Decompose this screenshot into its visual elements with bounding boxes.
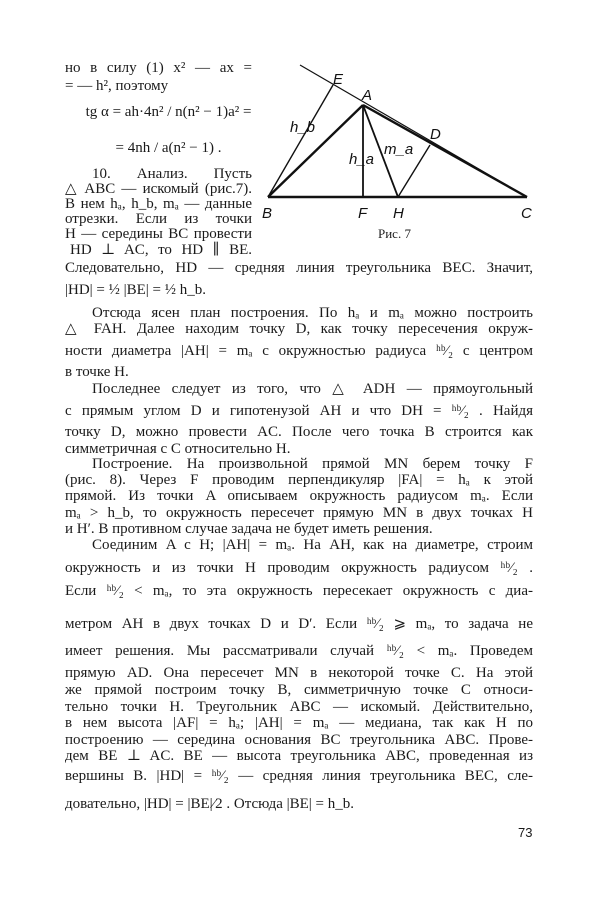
problem-10-heading: 10. Анализ. Пусть	[92, 166, 252, 182]
text-line: метром AH в двух точках D и D′. Если ʰᵇ⁄₂ ⩾ mₐ, то задача не	[65, 616, 533, 632]
text-line: ности диаметра |AH| = mₐ с окружностью радиуса ʰᵇ⁄₂ с центром	[65, 343, 533, 359]
text-line: = — h², поэтому	[65, 78, 169, 94]
text-line: Построение. На произвольной прямой MN берем точку F	[92, 456, 533, 472]
text-line: симметричная с C относительно H.	[65, 441, 291, 457]
page-number: 73	[518, 825, 533, 840]
text-line: но в силу (1) x² — ax =	[65, 60, 252, 76]
text-line: довательно, |HD| = |BE|⁄2 . Отсюда |BE| = h_b.	[65, 796, 355, 812]
text-line: отрезки. Если из точки	[65, 211, 252, 227]
label-f: F	[358, 205, 368, 222]
text-line: △ FAH. Далее находим точку D, как точку пересечения окруж-	[65, 321, 533, 337]
text-line: тельно точки H. Треугольник ABC — искомый. Действительно,	[65, 699, 533, 715]
text-line: точку D, можно провести AC. После чего точка B строится как	[65, 424, 533, 440]
text-line: △ ABC — искомый (рис.7).	[65, 181, 252, 197]
text-line: окружность и из точки H проводим окружность радиусом ʰᵇ⁄₂ .	[65, 560, 533, 576]
formula-tg: tg α = ah·4n² / n(n² − 1)a² =	[85, 104, 252, 120]
formula-tg-result: = 4nh / a(n² − 1) .	[115, 140, 222, 156]
label-h: H	[393, 205, 404, 222]
segment-be	[268, 85, 333, 197]
label-e: E	[333, 71, 344, 88]
text-line: в нем высота |AF| = hₐ; |AH| = mₐ — медиана, так как H по	[65, 715, 533, 731]
label-ma: m_a	[384, 141, 414, 158]
text-line: Отсюда ясен план построения. По hₐ и mₐ можно построить	[92, 305, 533, 321]
text-line: с прямым углом D и гипотенузой AH и что DH = ʰᵇ⁄₂ . Найдя	[65, 403, 533, 419]
text-line: в точке H.	[65, 364, 129, 380]
text-line: прямую AD. Она пересечет MN в некоторой точке C. На этой	[65, 665, 533, 681]
text-line: дем BE ⊥ AC. BE — высота треугольника ABC, проведенная из	[65, 748, 533, 764]
formula-line: |HD| = ½ |BE| = ½ h_b.	[65, 282, 207, 298]
text-line: и H′. В противном случае задача не будет иметь решения.	[65, 521, 433, 537]
text-line: В нем hₐ, h_b, mₐ — данные	[65, 196, 252, 212]
text-line: же прямой построим точку B, симметричную точке C относи-	[65, 682, 533, 698]
text-line: Последнее следует из того, что △ ADH — прямоугольный	[92, 381, 533, 397]
text-line: Если ʰᵇ⁄₂ < mₐ, то эта окружность пересекает окружность с диа-	[65, 583, 533, 599]
text-line: имеет решения. Мы рассматривали случай ʰᵇ⁄₂ < mₐ. Проведем	[65, 643, 533, 659]
label-ha: h_a	[349, 151, 375, 168]
text-line: Соединим A с H; |AH| = mₐ. На AH, как на диаметре, строим	[92, 537, 533, 553]
text-line: H — середины BC провести	[65, 226, 252, 242]
figure-caption: Рис. 7	[378, 226, 411, 241]
label-b: B	[262, 205, 273, 222]
text-line: HD ⊥ AC, то HD ∥ BE.	[70, 242, 252, 258]
text-line: прямой. Из точки A описываем окружность радиусом mₐ. Если	[65, 488, 533, 504]
label-c: C	[521, 205, 532, 222]
text-line: (рис. 8). Через F проводим перпендикуляр |FA| = hₐ к этой	[65, 472, 533, 488]
text-line: mₐ > h_b, то окружность пересечет прямую MN в двух точках H	[65, 505, 533, 521]
label-d: D	[430, 126, 441, 143]
label-hb: h_b	[290, 119, 316, 136]
text-line: вершины B. |HD| = ʰᵇ⁄₂ — средняя линия треугольника BEC, сле-	[65, 768, 533, 784]
text-line: Следовательно, HD — средняя линия треугольника BEC. Значит,	[65, 260, 533, 276]
label-a: A	[362, 87, 373, 104]
text-line: построению — середина основания BC треугольника ABC. Прове-	[65, 732, 533, 748]
